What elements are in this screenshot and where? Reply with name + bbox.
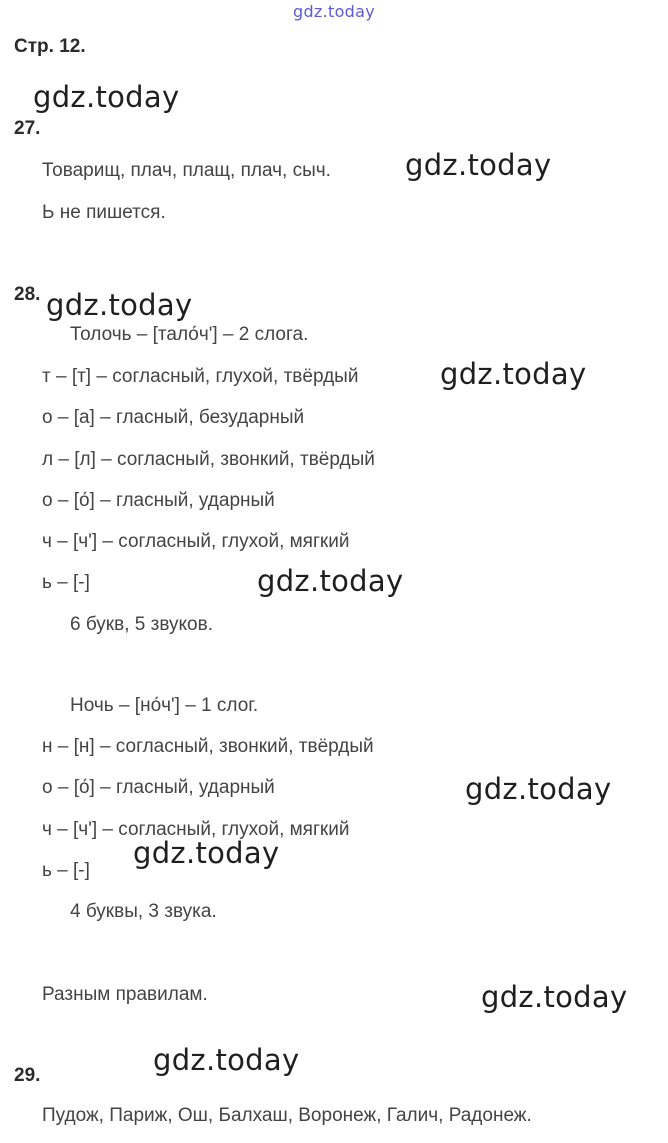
watermark: gdz.today bbox=[153, 1043, 300, 1077]
word-2-title: Ночь – [но́ч'] – 1 слог. bbox=[70, 695, 259, 716]
exercise-28-number: 28. bbox=[14, 284, 41, 305]
word-2-summary: 4 буквы, 3 звука. bbox=[70, 901, 217, 922]
exercise-29-line-1: Пудож, Париж, Ош, Балхаш, Воронеж, Галич, Радонеж. bbox=[42, 1105, 532, 1126]
watermark: gdz.today bbox=[481, 980, 628, 1014]
word-1-summary: 6 букв, 5 звуков. bbox=[70, 614, 213, 635]
word-1-row: л – [л] – согласный, звонкий, твёрдый bbox=[42, 449, 375, 470]
watermark: gdz.today bbox=[257, 564, 404, 598]
watermark: gdz.today bbox=[405, 148, 552, 182]
word-2-row: ь – [-] bbox=[42, 860, 90, 881]
word-1-row: ь – [-] bbox=[42, 572, 90, 593]
watermark: gdz.today bbox=[465, 772, 612, 806]
word-2-row: н – [н] – согласный, звонкий, твёрдый bbox=[42, 736, 374, 757]
word-1-row: о – [о́] – гласный, ударный bbox=[42, 490, 275, 511]
watermark-top: gdz.today bbox=[293, 2, 375, 21]
exercise-27-number: 27. bbox=[14, 118, 41, 139]
word-1-row: т – [т] – согласный, глухой, твёрдый bbox=[42, 366, 359, 387]
watermark: gdz.today bbox=[33, 80, 180, 114]
watermark: gdz.today bbox=[133, 836, 280, 870]
word-1-row: ч – [ч'] – согласный, глухой, мягкий bbox=[42, 531, 350, 552]
exercise-29-number: 29. bbox=[14, 1065, 41, 1086]
exercise-27-line-1: Товарищ, плач, плащ, плач, сыч. bbox=[42, 160, 331, 181]
exercise-27-line-2: Ь не пишется. bbox=[42, 202, 166, 223]
word-1-row: о – [а] – гласный, безударный bbox=[42, 407, 305, 428]
word-2-row: о – [о́] – гласный, ударный bbox=[42, 777, 275, 798]
word-2-row: ч – [ч'] – согласный, глухой, мягкий bbox=[42, 819, 350, 840]
watermark: gdz.today bbox=[440, 357, 587, 391]
word-1-title: Толочь – [тало́ч'] – 2 слога. bbox=[70, 324, 309, 345]
exercise-28-answer: Разным правилам. bbox=[42, 984, 208, 1005]
page-label: Стр. 12. bbox=[14, 36, 86, 57]
watermark: gdz.today bbox=[46, 288, 193, 322]
